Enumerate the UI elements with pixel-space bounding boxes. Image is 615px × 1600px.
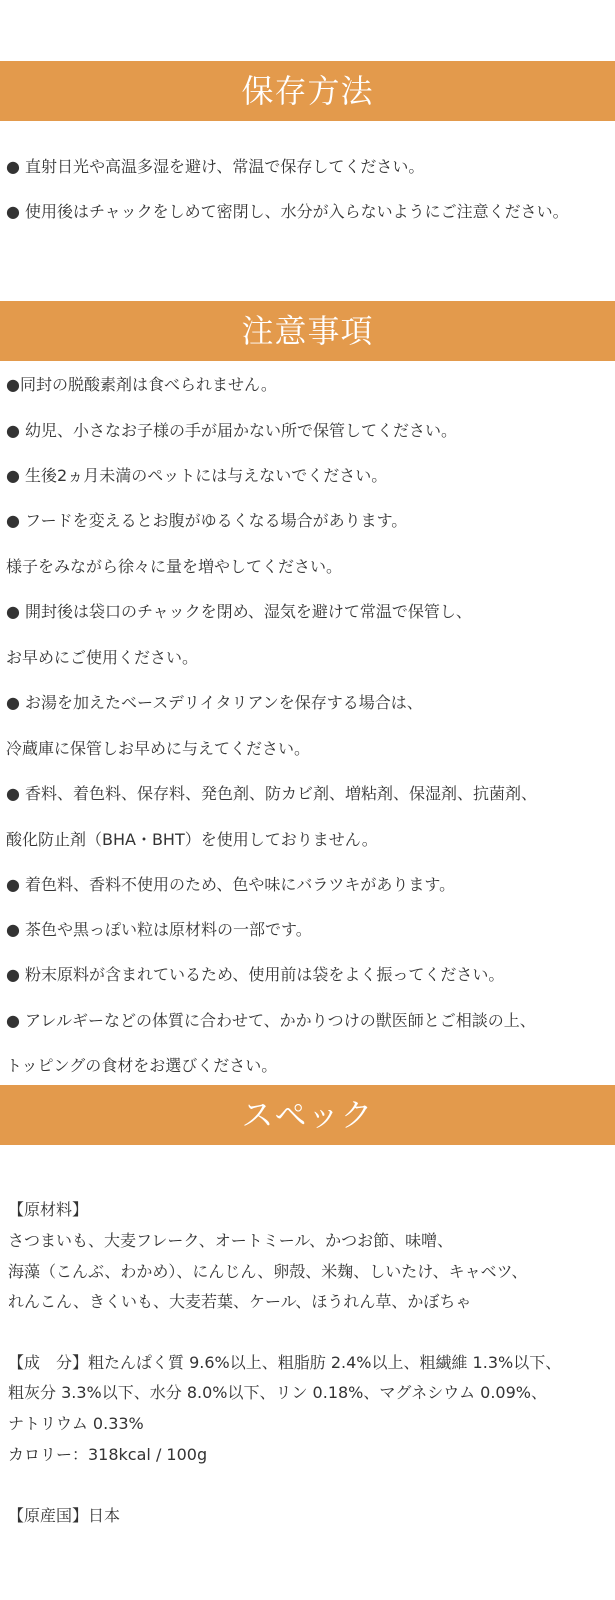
caution-line: ● 香料、着色料、保存料、発色剤、防カビ剤、増粘剤、保湿剤、抗菌剤、 xyxy=(6,784,538,803)
storage-line: ● 直射日光や高温多湿を避け、常温で保存してください。 xyxy=(6,157,425,176)
caution-line: ● 粉末原料が含まれているため、使用前は袋をよく振ってください。 xyxy=(6,965,505,984)
caution-line: ●同封の脱酸素剤は食べられません。 xyxy=(6,375,277,394)
caution-line: ● 開封後は袋口のチャックを閉め、湿気を避けて常温で保管し、 xyxy=(6,602,472,621)
cautions-section-header xyxy=(0,301,615,361)
analysis-line: 粗灰分 3.3%以下、水分 8.0%以下、リン 0.18%、マグネシウム 0.09%、 xyxy=(8,1383,547,1402)
spec-section-header xyxy=(0,1085,615,1145)
ingredients-line: 海藻（こんぶ、わかめ）、にんじん、卵殻、米麹、しいたけ、キャベツ、 xyxy=(8,1262,528,1281)
storage-section-header xyxy=(0,61,615,121)
caution-line: 酸化防止剤（BHA・BHT）を使用しておりません。 xyxy=(6,830,378,849)
caution-line: ● 着色料、香料不使用のため、色や味にバラツキがあります。 xyxy=(6,875,456,894)
caution-line: ● 生後2ヵ月未満のペットには与えないでください。 xyxy=(6,466,388,485)
ingredients-label: 【原材料】 xyxy=(8,1200,89,1219)
storage-title: 保存方法 xyxy=(241,72,374,110)
cautions-title: 注意事項 xyxy=(241,312,374,350)
spec-title: スペック xyxy=(241,1096,374,1134)
caution-line: ● アレルギーなどの体質に合わせて、かかりつけの獣医師とご相談の上、 xyxy=(6,1011,536,1030)
calorie-line: カロリー：318kcal / 100g xyxy=(8,1445,208,1464)
origin-line: 【原産国】日本 xyxy=(8,1506,121,1525)
analysis-line: ナトリウム 0.33% xyxy=(8,1414,144,1433)
caution-line: ● お湯を加えたベースデリイタリアンを保存する場合は、 xyxy=(6,693,423,712)
caution-line: 様子をみながら徐々に量を増やしてください。 xyxy=(6,557,343,576)
ingredients-line: れんこん、きくいも、大麦若葉、ケール、ほうれん草、かぼちゃ xyxy=(8,1292,472,1311)
caution-line: お早めにご使用ください。 xyxy=(6,648,199,667)
caution-line: ● 幼児、小さなお子様の手が届かない所で保管してください。 xyxy=(6,421,458,440)
caution-line: ● フードを変えるとお腹がゆるくなる場合があります。 xyxy=(6,511,408,530)
analysis-line: 【成 分】粗たんぱく質 9.6%以上、粗脂肪 2.4%以上、粗繊維 1.3%以下、 xyxy=(8,1353,562,1372)
ingredients-line: さつまいも、大麦フレーク、オートミール、かつお節、味噌、 xyxy=(8,1231,454,1250)
caution-line: 冷蔵庫に保管しお早めに与えてください。 xyxy=(6,739,311,758)
caution-line: トッピングの食材をお選びください。 xyxy=(6,1056,278,1075)
caution-line: ● 茶色や黒っぽい粒は原材料の一部です。 xyxy=(6,920,312,939)
storage-line: ● 使用後はチャックをしめて密閉し、水分が入らないようにご注意ください。 xyxy=(6,202,569,221)
